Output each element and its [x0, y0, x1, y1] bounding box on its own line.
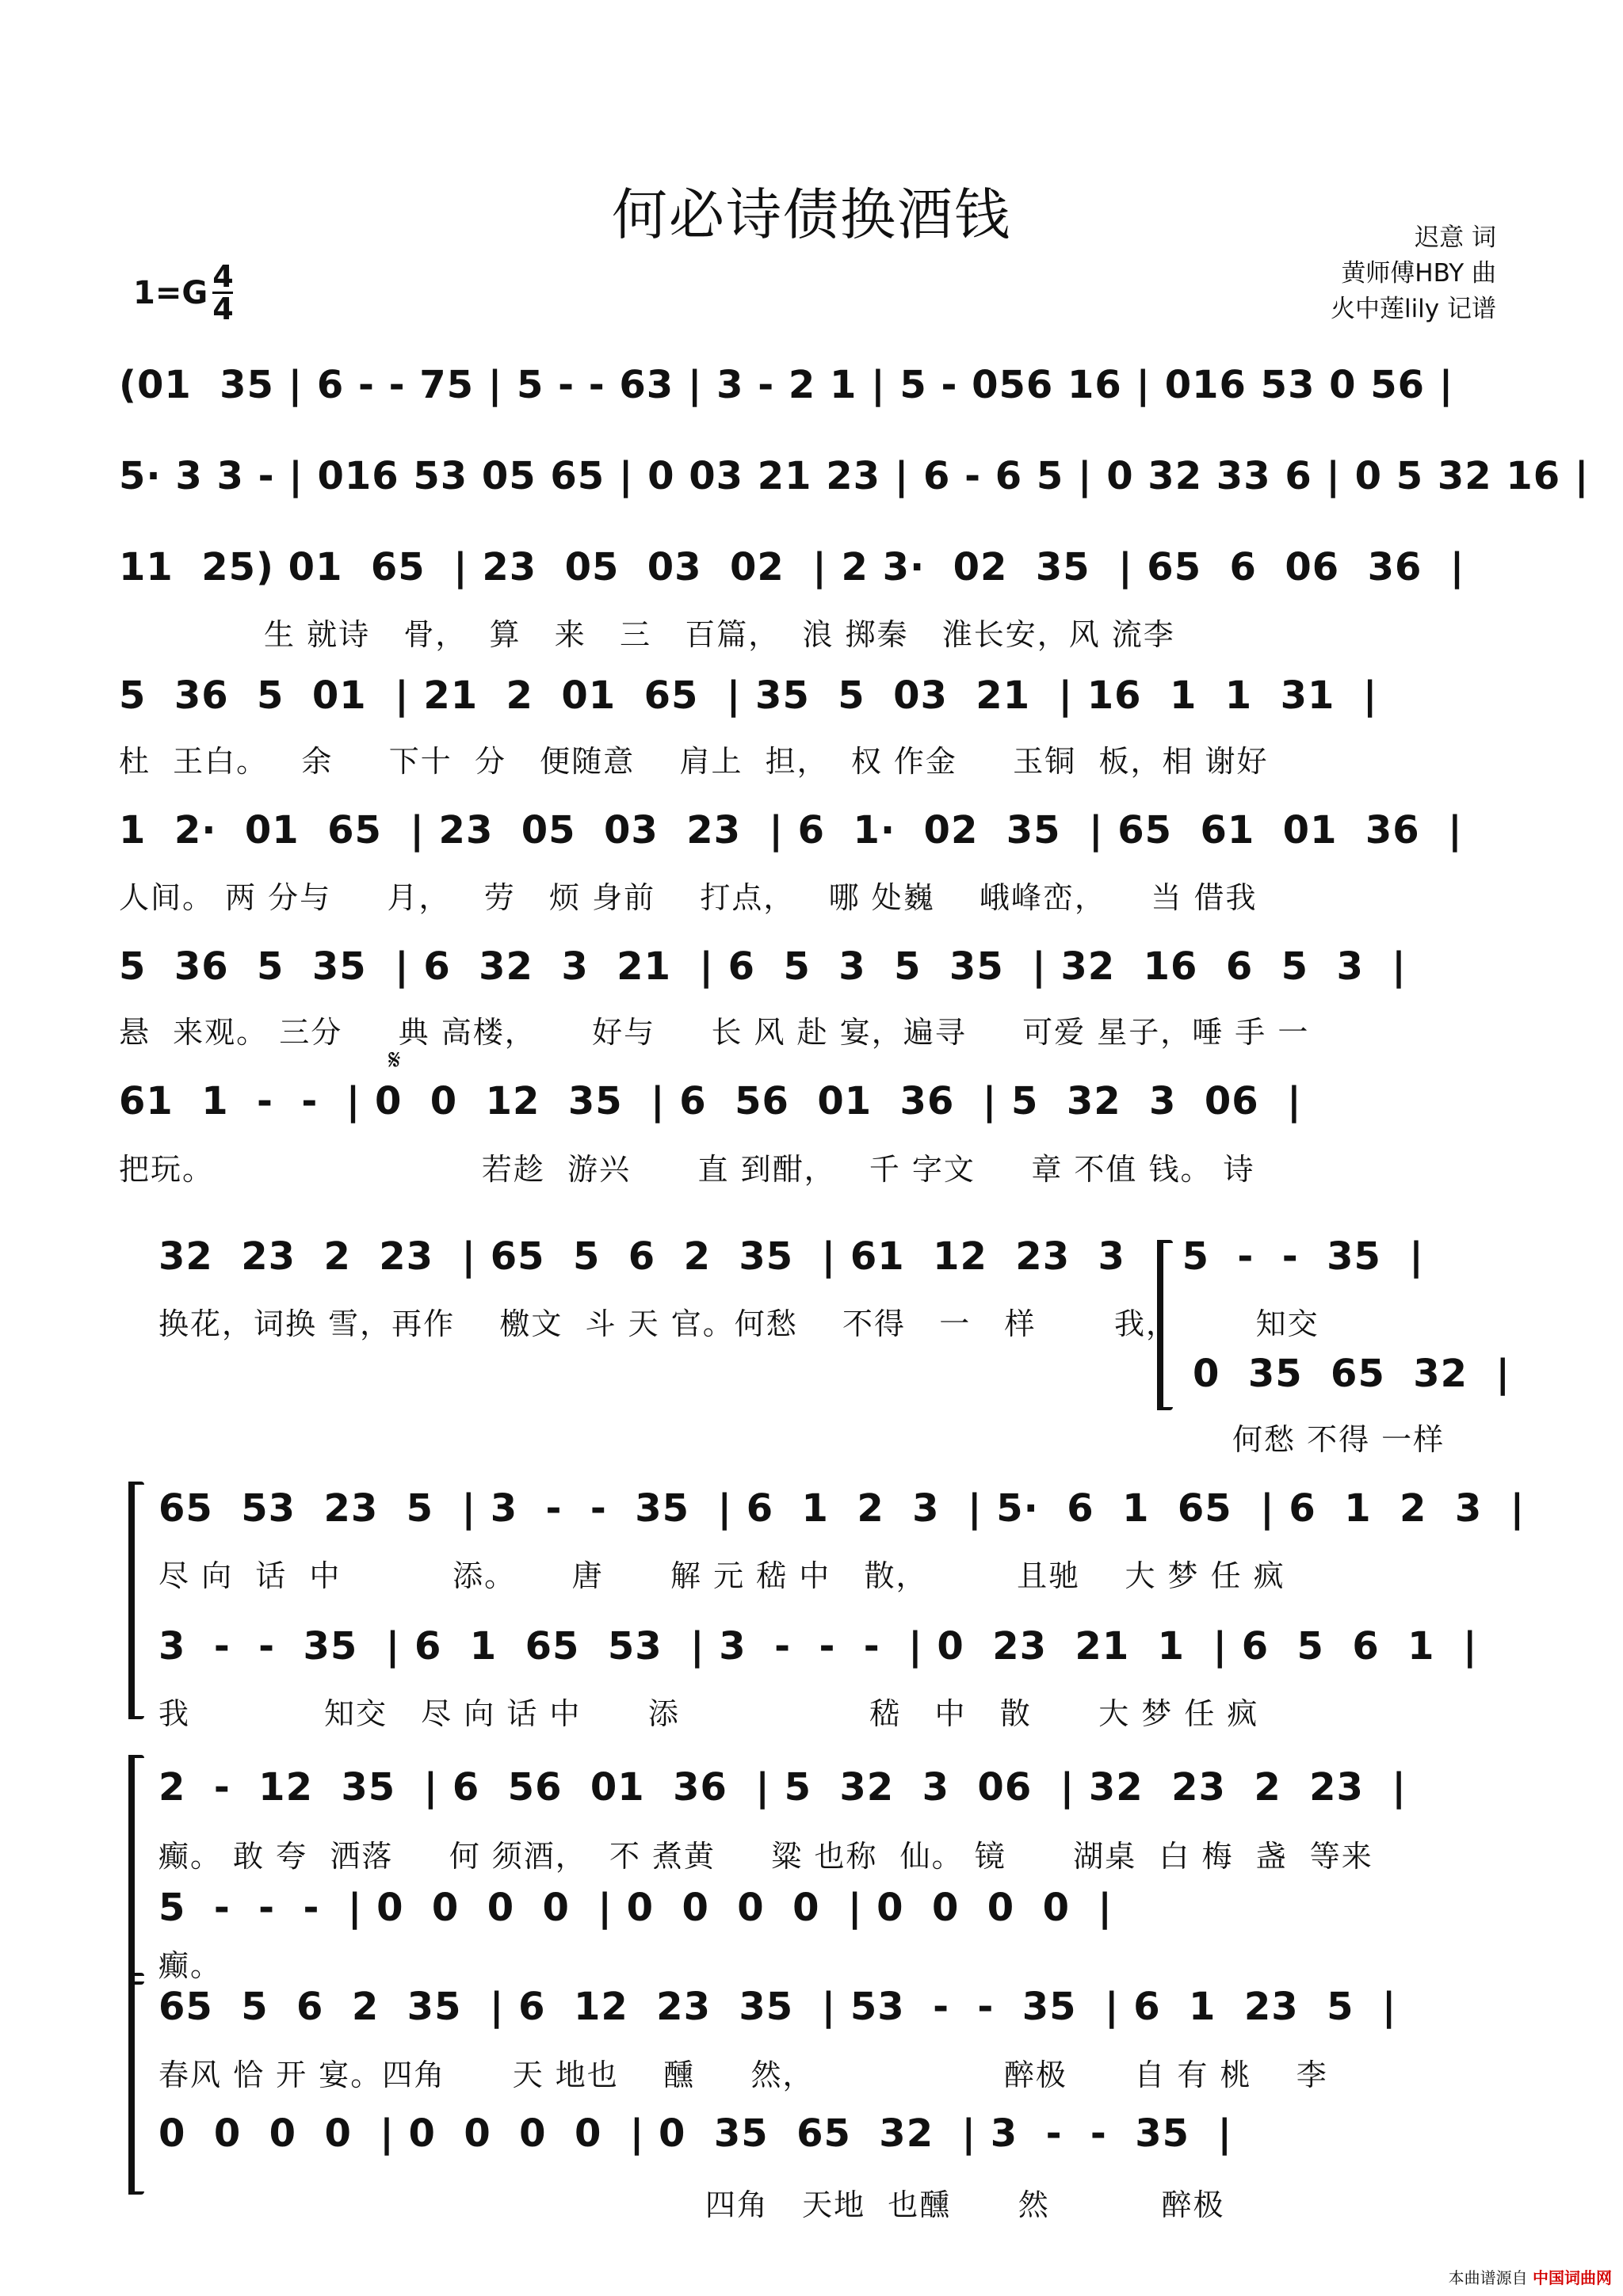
lyrics-row-6: 悬 来观。 三分 典 高楼， 好与 长 风 赴 宴，遍寻 可爱 星子，唾 手 一	[119, 1015, 1310, 1050]
notation-row-14: 0 0 0 0 | 0 0 0 0 | 0 35 65 32 | 3 - - 35 |	[158, 2111, 1233, 2156]
notation-row-2: 5· 3 3 - | 016 53 05 65 | 0 03 21 23 | 6 - 6 5 | 0 32 33 6 | 0 5 32 16 |	[119, 454, 1590, 498]
voice-bracket-1	[1157, 1240, 1176, 1410]
key-signature	[133, 261, 234, 324]
voice-bracket-4	[128, 1973, 147, 2195]
lyrics-row-5: 人间。 两 分与 月， 劳 烦 身前 打点， 哪 处巍 峨峰峦， 当 借我	[119, 880, 1258, 915]
composer-credit: 黄师傅HBY 曲	[1341, 259, 1496, 288]
notation-row-11: 2 - 12 35 | 6 56 01 36 | 5 32 3 06 | 32 23 2 23 |	[158, 1765, 1407, 1810]
notation-row-8-lower: 0 35 65 32 |	[1193, 1352, 1511, 1396]
notation-row-8: 32 23 2 23 | 65 5 6 2 35 | 61 12 23 3 | 5 - - 35 |	[158, 1234, 1424, 1279]
lyrics-row-14: 四角 天地 也醺 然 醉极	[158, 2187, 1225, 2222]
notation-row-6: 5 36 5 35 | 6 32 3 21 | 6 5 3 5 35 | 32 16 6 5 3 |	[119, 944, 1407, 989]
notation-row-3: 11 25) 01 65 | 23 05 03 02 | 2 3· 02 35 | 65 6 06 36 |	[119, 545, 1465, 589]
transcriber-credit: 火中莲lily 记谱	[1330, 295, 1496, 323]
notation-row-5: 1 2· 01 65 | 23 05 03 23 | 6 1· 02 35 | 65 61 01 36 |	[119, 808, 1463, 852]
voice-bracket-3	[128, 1755, 147, 1985]
lyrics-row-7: 把玩。 若趁 游兴 直 到酣， 千 字文 章 不值 钱。 诗	[119, 1152, 1255, 1187]
lyrics-row-3: 生 就诗 骨， 算 来 三 百篇， 浪 掷秦 淮长安，风 流李	[119, 617, 1175, 652]
notation-row-13: 65 5 6 2 35 | 6 12 23 35 | 53 - - 35 | 6 1 23 5 |	[158, 1985, 1397, 2029]
lyrics-row-13: 春风 恰 开 宴。四角 天 地也 醺 然， 醉极 自 有 桃 李	[158, 2058, 1328, 2092]
lyrics-row-4: 杜 王白。 余 下十 分 便随意 肩上 担， 权 作金 玉铜 板，相 谢好	[119, 744, 1269, 779]
lyrics-row-11: 癫。 敢 夸 洒落 何 须酒， 不 煮黄 粱 也称 仙。 镜 湖桌 白 梅 盏 等来	[158, 1839, 1373, 1874]
lyricist-credit: 迟意 词	[1415, 223, 1496, 252]
lyrics-row-8: 换花，词换 雪，再作 檄文 斗 天 官。何愁 不得 一 样 我， 知交	[158, 1306, 1319, 1341]
lyrics-row-12: 癫。	[158, 1948, 223, 1983]
footer-site-name: 中国词曲网	[1533, 2268, 1612, 2287]
notation-row-10: 3 - - 35 | 6 1 65 53 | 3 - - - | 0 23 21 1 | 6 5 6 1 |	[158, 1624, 1478, 1669]
lyrics-row-8-lower: 何愁 不得 一样	[1232, 1422, 1445, 1457]
voice-bracket-2	[128, 1482, 147, 1719]
time-bottom: 4	[212, 292, 234, 326]
time-signature	[212, 261, 233, 324]
time-top: 4	[212, 259, 234, 294]
notation-row-1: (01 35 | 6 - - 75 | 5 - - 63 | 3 - 2 1 | 5 - 056 16 | 016 53 0 56 |	[119, 363, 1454, 407]
notation-row-4: 5 36 5 01 | 21 2 01 65 | 35 5 03 21 | 16 1 1 31 |	[119, 673, 1378, 718]
source-footer	[1449, 2265, 1612, 2288]
footer-source-text: 本曲谱源自	[1448, 2268, 1528, 2287]
page-title: 何必诗债换酒钱	[612, 182, 1011, 247]
lyrics-row-10: 我 知交 尽 向 话 中 添 嵇 中 散 大 梦 任 疯	[158, 1696, 1259, 1731]
lyrics-row-9: 尽 向 话 中 添。 唐 解 元 嵇 中 散， 且驰 大 梦 任 疯	[158, 1558, 1285, 1593]
notation-row-12: 5 - - - | 0 0 0 0 | 0 0 0 0 | 0 0 0 0 |	[158, 1886, 1113, 1930]
notation-row-9: 65 53 23 5 | 3 - - 35 | 6 1 2 3 | 5· 6 1 65 | 6 1 2 3 |	[158, 1486, 1526, 1531]
key-label: 1=G	[133, 274, 208, 311]
segno-sign: 𝄋	[388, 1044, 401, 1077]
notation-row-7: 61 1 - - | 0 0 12 35 | 6 56 01 36 | 5 32 3 06 |	[119, 1079, 1302, 1123]
credits	[1331, 220, 1496, 327]
